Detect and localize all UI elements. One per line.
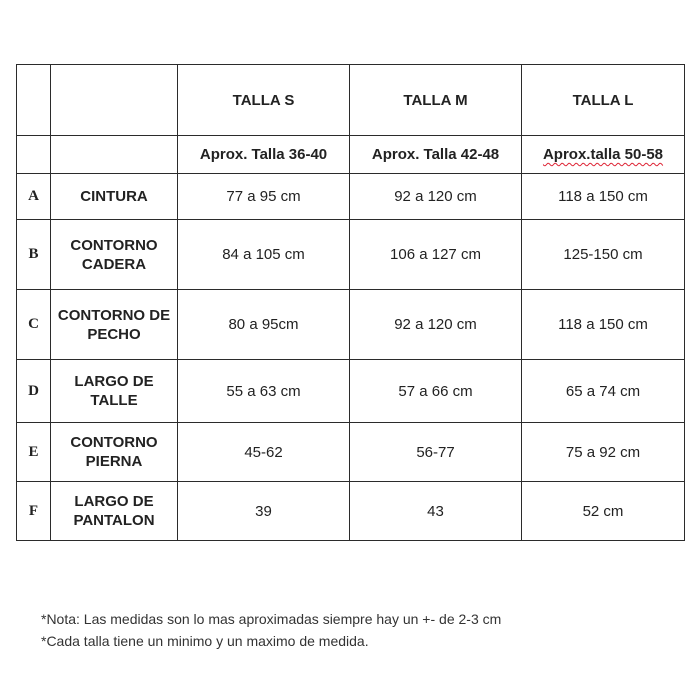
measurement-label-line: CINTURA bbox=[80, 188, 148, 205]
row-letter: D bbox=[17, 360, 51, 423]
row-letter: B bbox=[17, 220, 51, 290]
measurement-value: 65 a 74 cm bbox=[522, 360, 685, 423]
approx-size-m: Aprox. Talla 42-48 bbox=[350, 136, 522, 174]
size-l-header: TALLA L bbox=[522, 65, 685, 136]
row-letter: F bbox=[17, 482, 51, 541]
notes bbox=[41, 608, 501, 652]
measurement-value: 75 a 92 cm bbox=[522, 423, 685, 482]
measurement-row bbox=[17, 174, 685, 220]
approx-size-s: Aprox. Talla 36-40 bbox=[178, 136, 350, 174]
row-letter: E bbox=[17, 423, 51, 482]
measurement-value: 43 bbox=[350, 482, 522, 541]
measurement-value: 106 a 127 cm bbox=[350, 220, 522, 290]
measurement-label-line: CADERA bbox=[81, 255, 147, 273]
measurement-value: 92 a 120 cm bbox=[350, 174, 522, 220]
measurement-value: 52 cm bbox=[522, 482, 685, 541]
measurement-label bbox=[51, 482, 178, 541]
measurement-label-line: CONTORNO bbox=[70, 236, 158, 254]
measurement-row bbox=[17, 423, 685, 482]
measurement-value: 77 a 95 cm bbox=[178, 174, 350, 220]
measurement-label bbox=[51, 360, 178, 423]
measurement-label-line: LARGO DE bbox=[74, 373, 154, 390]
measurement-value: 80 a 95cm bbox=[178, 290, 350, 360]
measurement-label bbox=[51, 220, 178, 290]
measurement-row bbox=[17, 220, 685, 290]
size-s-header: TALLA S bbox=[178, 65, 350, 136]
measurement-value: 118 a 150 cm bbox=[522, 174, 685, 220]
measurement-label bbox=[51, 290, 178, 360]
row-letter: C bbox=[17, 290, 51, 360]
measurement-label-line: PIERNA bbox=[85, 453, 143, 470]
size-chart-table bbox=[16, 64, 685, 541]
measurement-value: 55 a 63 cm bbox=[178, 360, 350, 423]
note-tolerance: *Nota: Las medidas son lo mas aproximadas siempre hay un +- de 2-3 cm bbox=[41, 611, 502, 627]
row-letter: A bbox=[17, 174, 51, 220]
measurement-value: 57 a 66 cm bbox=[350, 360, 522, 423]
measurement-row bbox=[17, 290, 685, 360]
measurement-row bbox=[17, 360, 685, 423]
measurement-label-line: TALLE bbox=[90, 392, 138, 409]
measurement-label bbox=[51, 423, 178, 482]
measurement-label-line: CONTORNO bbox=[70, 434, 158, 451]
size-header-row bbox=[17, 65, 685, 136]
measurement-value: 39 bbox=[178, 482, 350, 541]
note-min-max: *Cada talla tiene un minimo y un maximo de medida. bbox=[41, 633, 369, 649]
approx-size-l bbox=[522, 136, 685, 174]
measurement-label-line: CONTORNO DE bbox=[57, 306, 171, 324]
size-m-header: TALLA M bbox=[350, 65, 522, 136]
measurement-row bbox=[17, 482, 685, 541]
measurement-value: 118 a 150 cm bbox=[522, 290, 685, 360]
measurement-value: 84 a 105 cm bbox=[178, 220, 350, 290]
measurement-label-line: PECHO bbox=[87, 325, 141, 343]
approx-size-row bbox=[17, 136, 685, 174]
approx-size-l-text: Aprox.talla 50-58 bbox=[542, 146, 664, 163]
measurement-value: 125-150 cm bbox=[522, 220, 685, 290]
empty-cell bbox=[51, 136, 178, 174]
measurement-value: 56-77 bbox=[350, 423, 522, 482]
empty-cell bbox=[51, 65, 178, 136]
measurement-label-line: LARGO DE bbox=[74, 493, 154, 510]
measurement-value: 45-62 bbox=[178, 423, 350, 482]
empty-cell bbox=[17, 65, 51, 136]
empty-cell bbox=[17, 136, 51, 174]
measurement-label bbox=[51, 174, 178, 220]
measurement-value: 92 a 120 cm bbox=[350, 290, 522, 360]
measurement-label-line: PANTALON bbox=[73, 512, 155, 529]
